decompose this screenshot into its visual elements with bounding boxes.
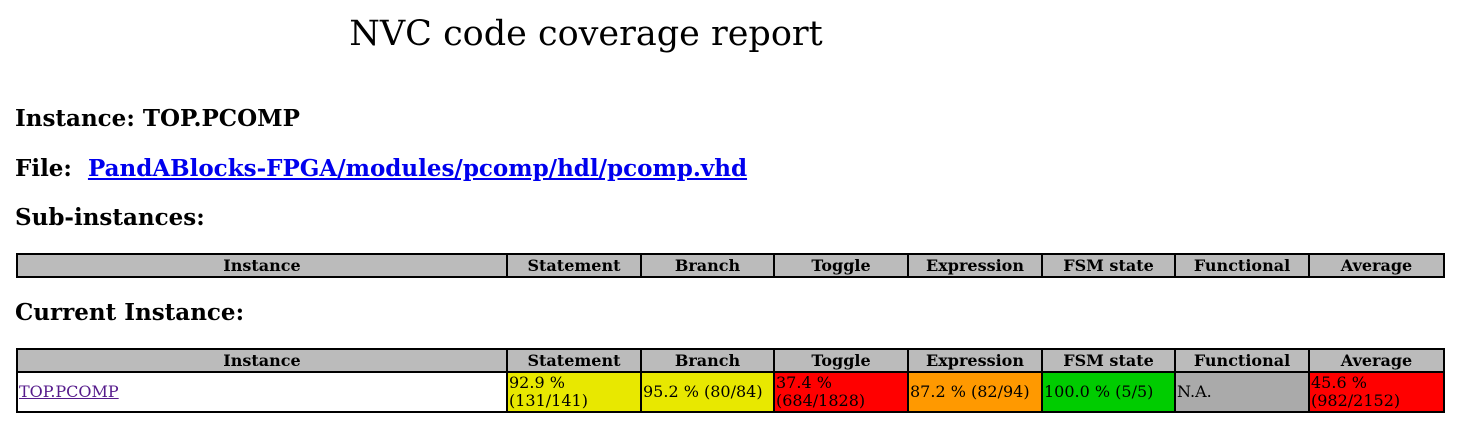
cell-statement: 92.9 % (131/141) [507, 372, 641, 412]
col-functional: Functional [1175, 254, 1309, 277]
cell-average: 45.6 % (982/2152) [1309, 372, 1444, 412]
sub-instances-heading: Sub-instances: [15, 204, 205, 231]
instance-link[interactable]: TOP.PCOMP [19, 382, 119, 401]
cell-instance [17, 372, 507, 412]
col-fsm-state: FSM state [1042, 349, 1175, 372]
col-statement: Statement [507, 349, 641, 372]
instance-label: Instance: [15, 105, 135, 132]
current-instance-table [16, 348, 1445, 413]
cell-fsm-state: 100.0 % (5/5) [1042, 372, 1175, 412]
col-functional: Functional [1175, 349, 1309, 372]
col-instance: Instance [17, 254, 507, 277]
table-row [17, 372, 1444, 412]
cell-toggle: 37.4 % (684/1828) [774, 372, 908, 412]
cell-branch: 95.2 % (80/84) [641, 372, 774, 412]
table-header-row [17, 349, 1444, 372]
col-statement: Statement [507, 254, 641, 277]
current-instance-heading: Current Instance: [15, 299, 245, 326]
instance-heading [15, 105, 300, 133]
col-instance: Instance [17, 349, 507, 372]
col-branch: Branch [641, 349, 774, 372]
col-branch: Branch [641, 254, 774, 277]
cell-functional: N.A. [1175, 372, 1309, 412]
col-average: Average [1309, 254, 1444, 277]
col-toggle: Toggle [774, 349, 908, 372]
col-average: Average [1309, 349, 1444, 372]
file-label: File: [15, 155, 72, 182]
file-link[interactable]: PandABlocks-FPGA/modules/pcomp/hdl/pcomp.vhd [87, 155, 748, 182]
table-header-row [17, 254, 1444, 277]
sub-instances-table [16, 253, 1445, 278]
col-expression: Expression [908, 349, 1042, 372]
file-heading [15, 155, 747, 183]
col-expression: Expression [908, 254, 1042, 277]
cell-expression: 87.2 % (82/94) [908, 372, 1042, 412]
instance-name: TOP.PCOMP [142, 105, 300, 132]
col-toggle: Toggle [774, 254, 908, 277]
col-fsm-state: FSM state [1042, 254, 1175, 277]
report-title: NVC code coverage report [349, 14, 823, 54]
